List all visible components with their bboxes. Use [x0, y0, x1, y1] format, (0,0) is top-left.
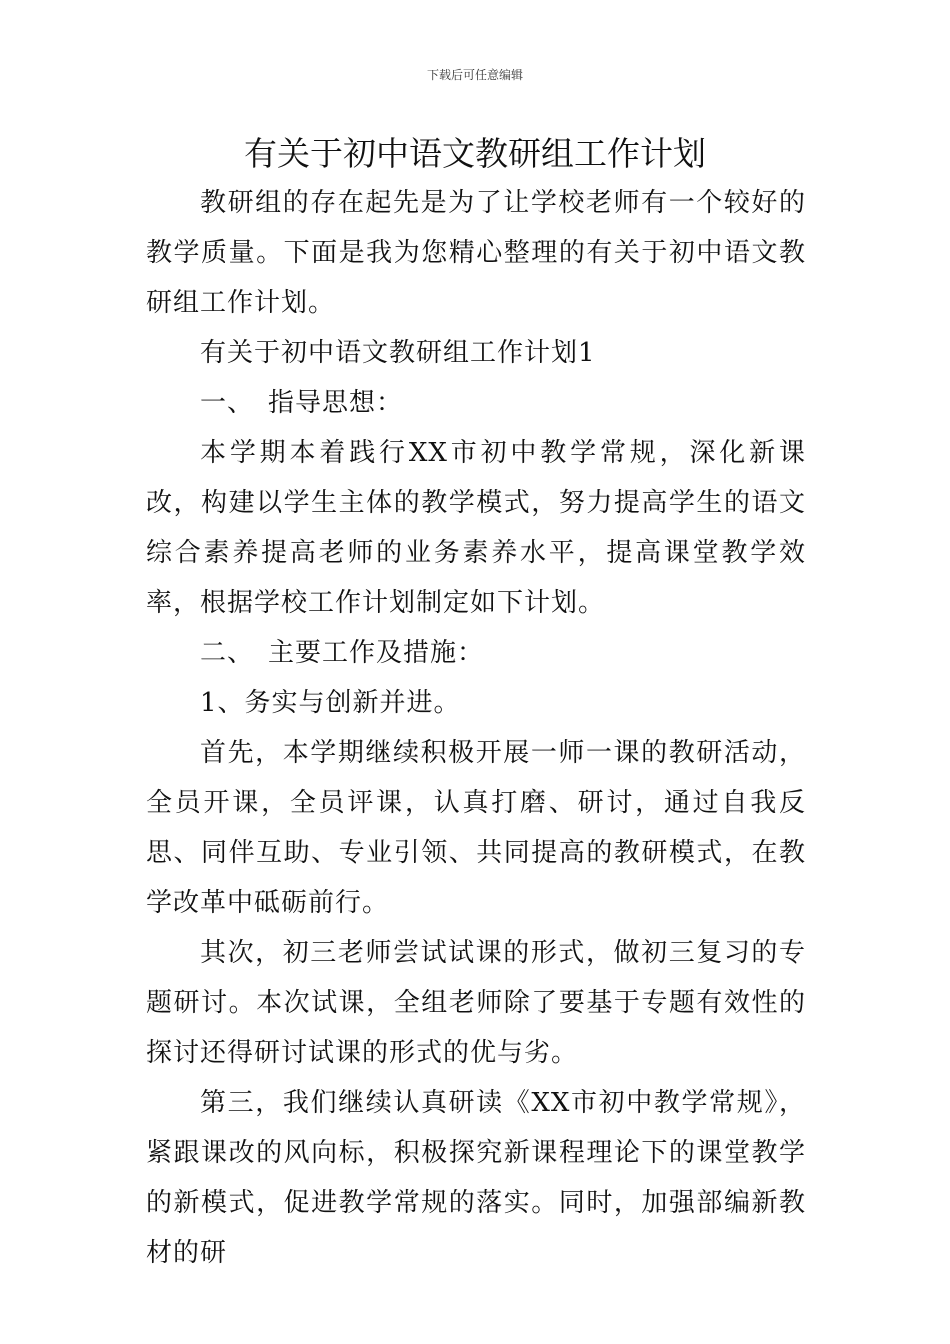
paragraph-intro: 教研组的存在起先是为了让学校老师有一个较好的教学质量。下面是我为您精心整理的有关于初中语文教研组工作计划。 [146, 188, 806, 318]
subsection-heading-1: 1、务实与创新并进。 [200, 688, 461, 718]
document-title: 有关于初中语文教研组工作计划 [244, 134, 706, 173]
paragraph-second: 其次，初三老师尝试试课的形式，做初三复习的专题研讨。本次试课，全组老师除了要基于专题有效性的探讨还得研讨试课的形式的优与劣。 [146, 938, 806, 1068]
paragraph-third: 第三，我们继续认真研读《XX市初中教学常规》，紧跟课改的风向标，积极探究新课程理论下的课堂教学的新模式，促进教学常规的落实。同时，加强部编新教材的研 [146, 1088, 806, 1268]
paragraph-plan-heading: 有关于初中语文教研组工作计划1 [200, 338, 596, 368]
document-body [146, 178, 806, 1278]
paragraph-guiding-thought: 本学期本着践行XX市初中教学常规，深化新课改，构建以学生主体的教学模式，努力提高学生的语文综合素养提高老师的业务素养水平，提高课堂教学效率，根据学校工作计划制定如下计划。 [146, 438, 806, 618]
paragraph-first: 首先，本学期继续积极开展一师一课的教研活动，全员开课，全员评课，认真打磨、研讨，通过自我反思、同伴互助、专业引领、共同提高的教研模式，在教学改革中砥砺前行。 [146, 738, 806, 918]
section-heading-guiding-thought: 一、 指导思想： [200, 388, 404, 418]
page-header-note: 下载后可任意编辑 [426, 68, 523, 82]
section-heading-main-work: 二、 主要工作及措施： [200, 638, 485, 668]
